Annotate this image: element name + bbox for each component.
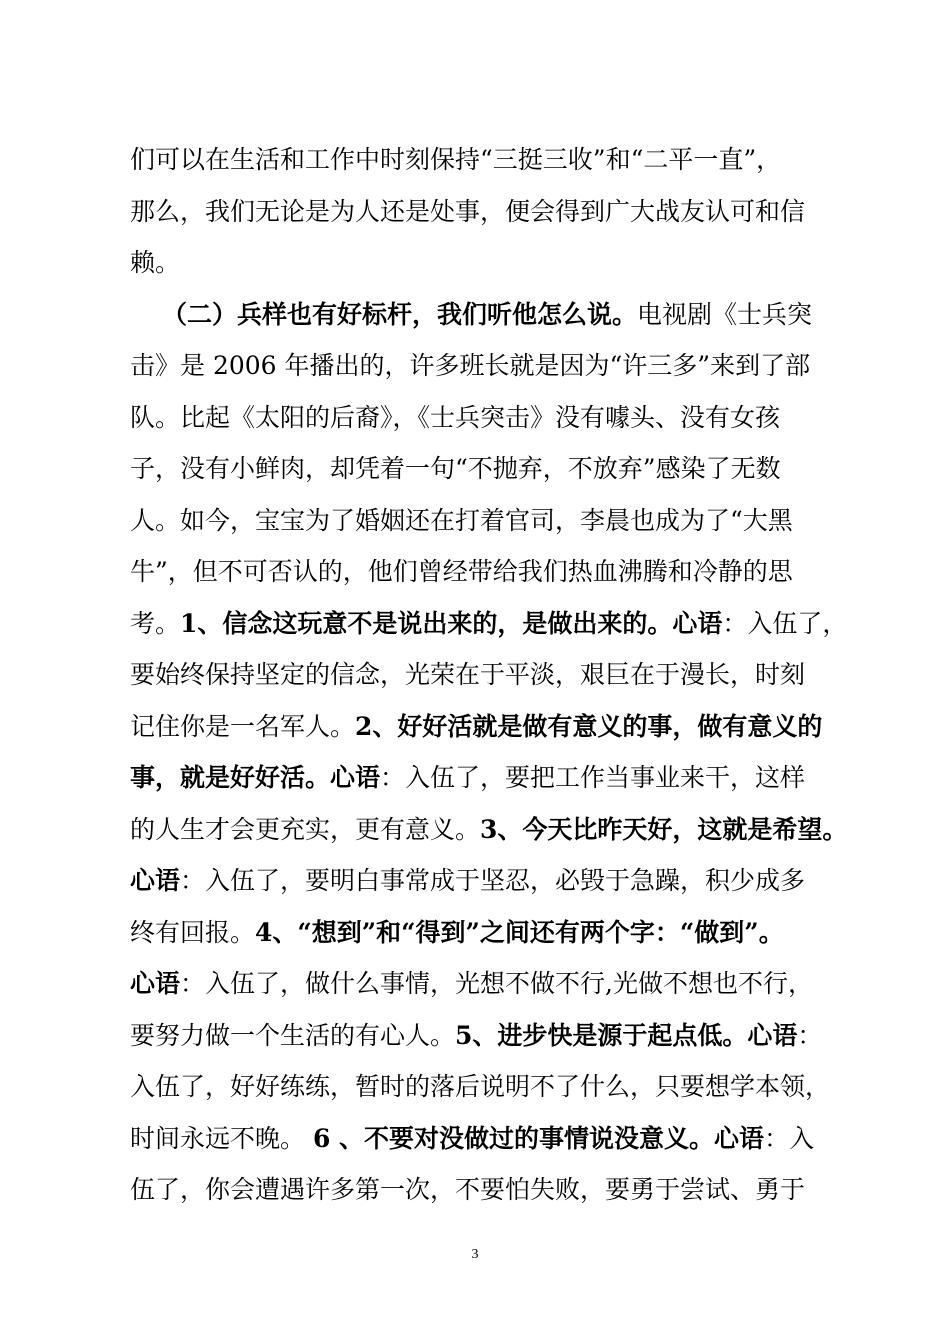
text-run: 赖。 [130,248,181,277]
text-run: ：入伍了， [722,608,848,638]
text-line [130,501,850,541]
text-line [130,1016,850,1056]
text-run: 牛”，但不可否认的，他们曾经带给我们热血沸腾和冷静的思 [130,557,793,586]
text-run: 伍了，你会遭遇许多第一次，不要怕失败，要勇于尝试、勇于 [130,1175,806,1204]
text-run: 电视剧《士兵突 [637,299,813,329]
text-line [130,758,850,798]
text-line [130,243,850,283]
text-run: 子，没有小鲜肉，却凭着一句“不抛弃，不放弃”感染了无数 [130,454,781,483]
bold-text-run: 3、今天比昨天好，这就是希望。 [480,814,848,844]
text-line [130,655,850,695]
text-run: 入伍了，好好练练，暂时的落后说明不了什么，只要想学本领， [130,1072,831,1101]
text-run: 要努力做一个生活的有心人。 [130,1020,456,1050]
text-run: ： [797,1020,823,1050]
text-line [130,913,850,953]
bold-text-run: 心语 [130,969,181,998]
bold-text-run: 1、信念这玩意不是说出来的，是做出来的。心语 [180,608,723,638]
text-run: 考。 [130,608,181,638]
bold-text-run: 心语 [130,866,181,895]
text-run: 的人生才会更充实，更有意义。 [130,814,481,844]
text-run: 记住你是一名军人。 [130,711,356,741]
text-run: 们可以在生活和工作中时刻保持“三挺三收”和“二平一直”， [130,145,782,174]
text-line [130,810,850,850]
text-run: ：入 [764,1123,815,1153]
bold-text-run: 6 、不要对没做过的事情说没意义。心语 [312,1123,765,1153]
text-line [130,1067,850,1107]
text-line [130,552,850,592]
page-number: 3 [471,1247,479,1262]
text-run: 时间永远不晚。 [130,1123,313,1153]
text-run: 人。如今，宝宝为了婚姻还在打着官司，李晨也成为了“大黑 [130,505,793,535]
text-line [130,1119,850,1159]
text-run: ：入伍了，要把工作当事业来干，这样 [380,763,806,792]
text-run: 队。比起《太阳的后裔》，《士兵突击》没有噱头、没有女孩 [130,402,781,432]
text-line [130,604,850,644]
text-line [130,964,850,1004]
text-run: ：入伍了，要明白事常成于坚忍，必毁于急躁，积少成多 [180,866,806,895]
text-line [130,140,850,180]
text-run: 终有回报。 [130,917,256,947]
bold-text-run: 事，就是好好活。心语 [130,763,381,792]
bold-text-run: 5、进步快是源于起点低。心语 [455,1020,798,1050]
text-line [130,346,850,386]
bold-text-run: 4、“想到”和“得到”之间还有两个字：“做到”。 [255,917,784,947]
text-run: 击》是 2006 年播出的，许多班长就是因为“许三多”来到了部 [130,351,811,380]
text-run: 那么，我们无论是为人还是处事，便会得到广大战友认可和信 [130,196,806,226]
bold-text-run: 2、好好活就是做有意义的事，做有意义的 [355,711,823,741]
text-line [130,707,850,747]
text-line [162,295,850,335]
text-line [130,192,850,232]
text-line [130,398,850,438]
text-run: 要始终保持坚定的信念，光荣在于平淡，艰巨在于漫长，时刻 [130,660,806,689]
text-line [130,449,850,489]
text-line [130,861,850,901]
bold-text-run: （二）兵样也有好标杆，我们听他怎么说。 [162,299,638,329]
text-run: ：入伍了，做什么事情，光想不做不行,光做不想也不行， [180,969,813,998]
text-line [130,1170,850,1210]
